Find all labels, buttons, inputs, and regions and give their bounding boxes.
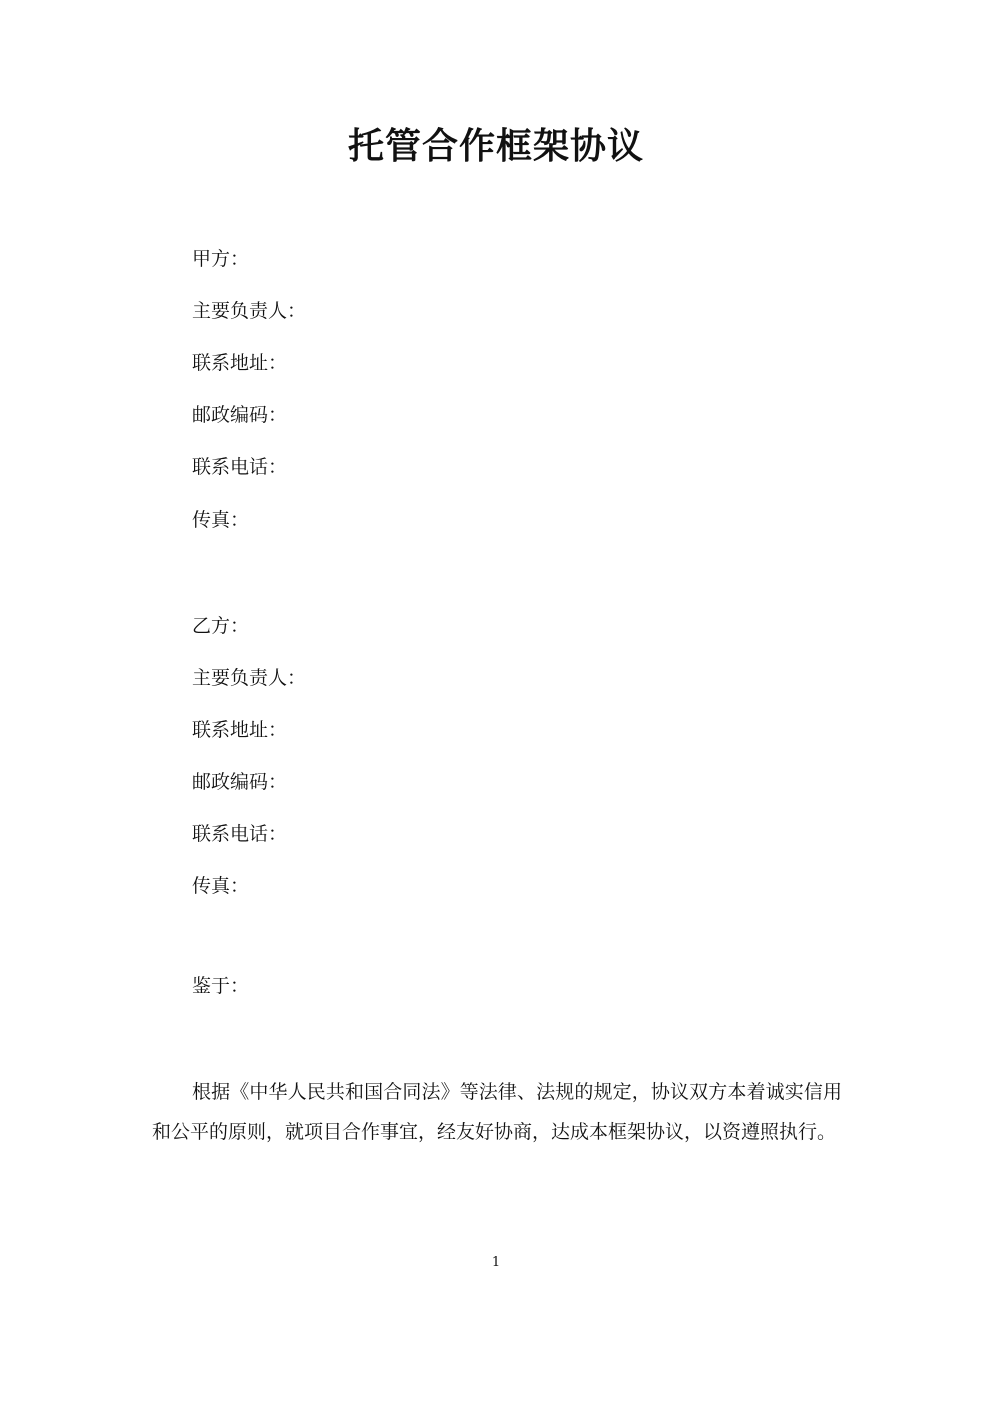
party-b-fax-label: 传真： <box>192 875 250 897</box>
party-b-address-label: 联系地址： <box>192 719 288 741</box>
whereas-label: 鉴于： <box>192 975 250 997</box>
party-a-phone-label: 联系电话： <box>192 456 288 478</box>
party-a-principal-label: 主要负责人： <box>192 300 307 322</box>
page-number: 1 <box>491 1255 501 1270</box>
party-a-fax-label: 传真： <box>192 509 250 531</box>
party-a-label: 甲方： <box>192 248 250 270</box>
party-b-phone-label: 联系电话： <box>192 823 288 845</box>
party-b-principal-label: 主要负责人： <box>192 667 307 689</box>
party-a-postal-code-label: 邮政编码： <box>192 404 288 426</box>
body-paragraph: 根据《中华人民共和国合同法》等法律、法规的规定，协议双方本着诚实信用和公平的原则，就项目合作事宜，经友好协商，达成本框架协议，以资遵照执行。 <box>152 1081 842 1143</box>
document-title: 托管合作框架协议 <box>347 125 644 167</box>
party-a-address-label: 联系地址： <box>192 352 288 374</box>
party-b-postal-code-label: 邮政编码： <box>192 771 288 793</box>
party-b-label: 乙方： <box>192 615 250 637</box>
